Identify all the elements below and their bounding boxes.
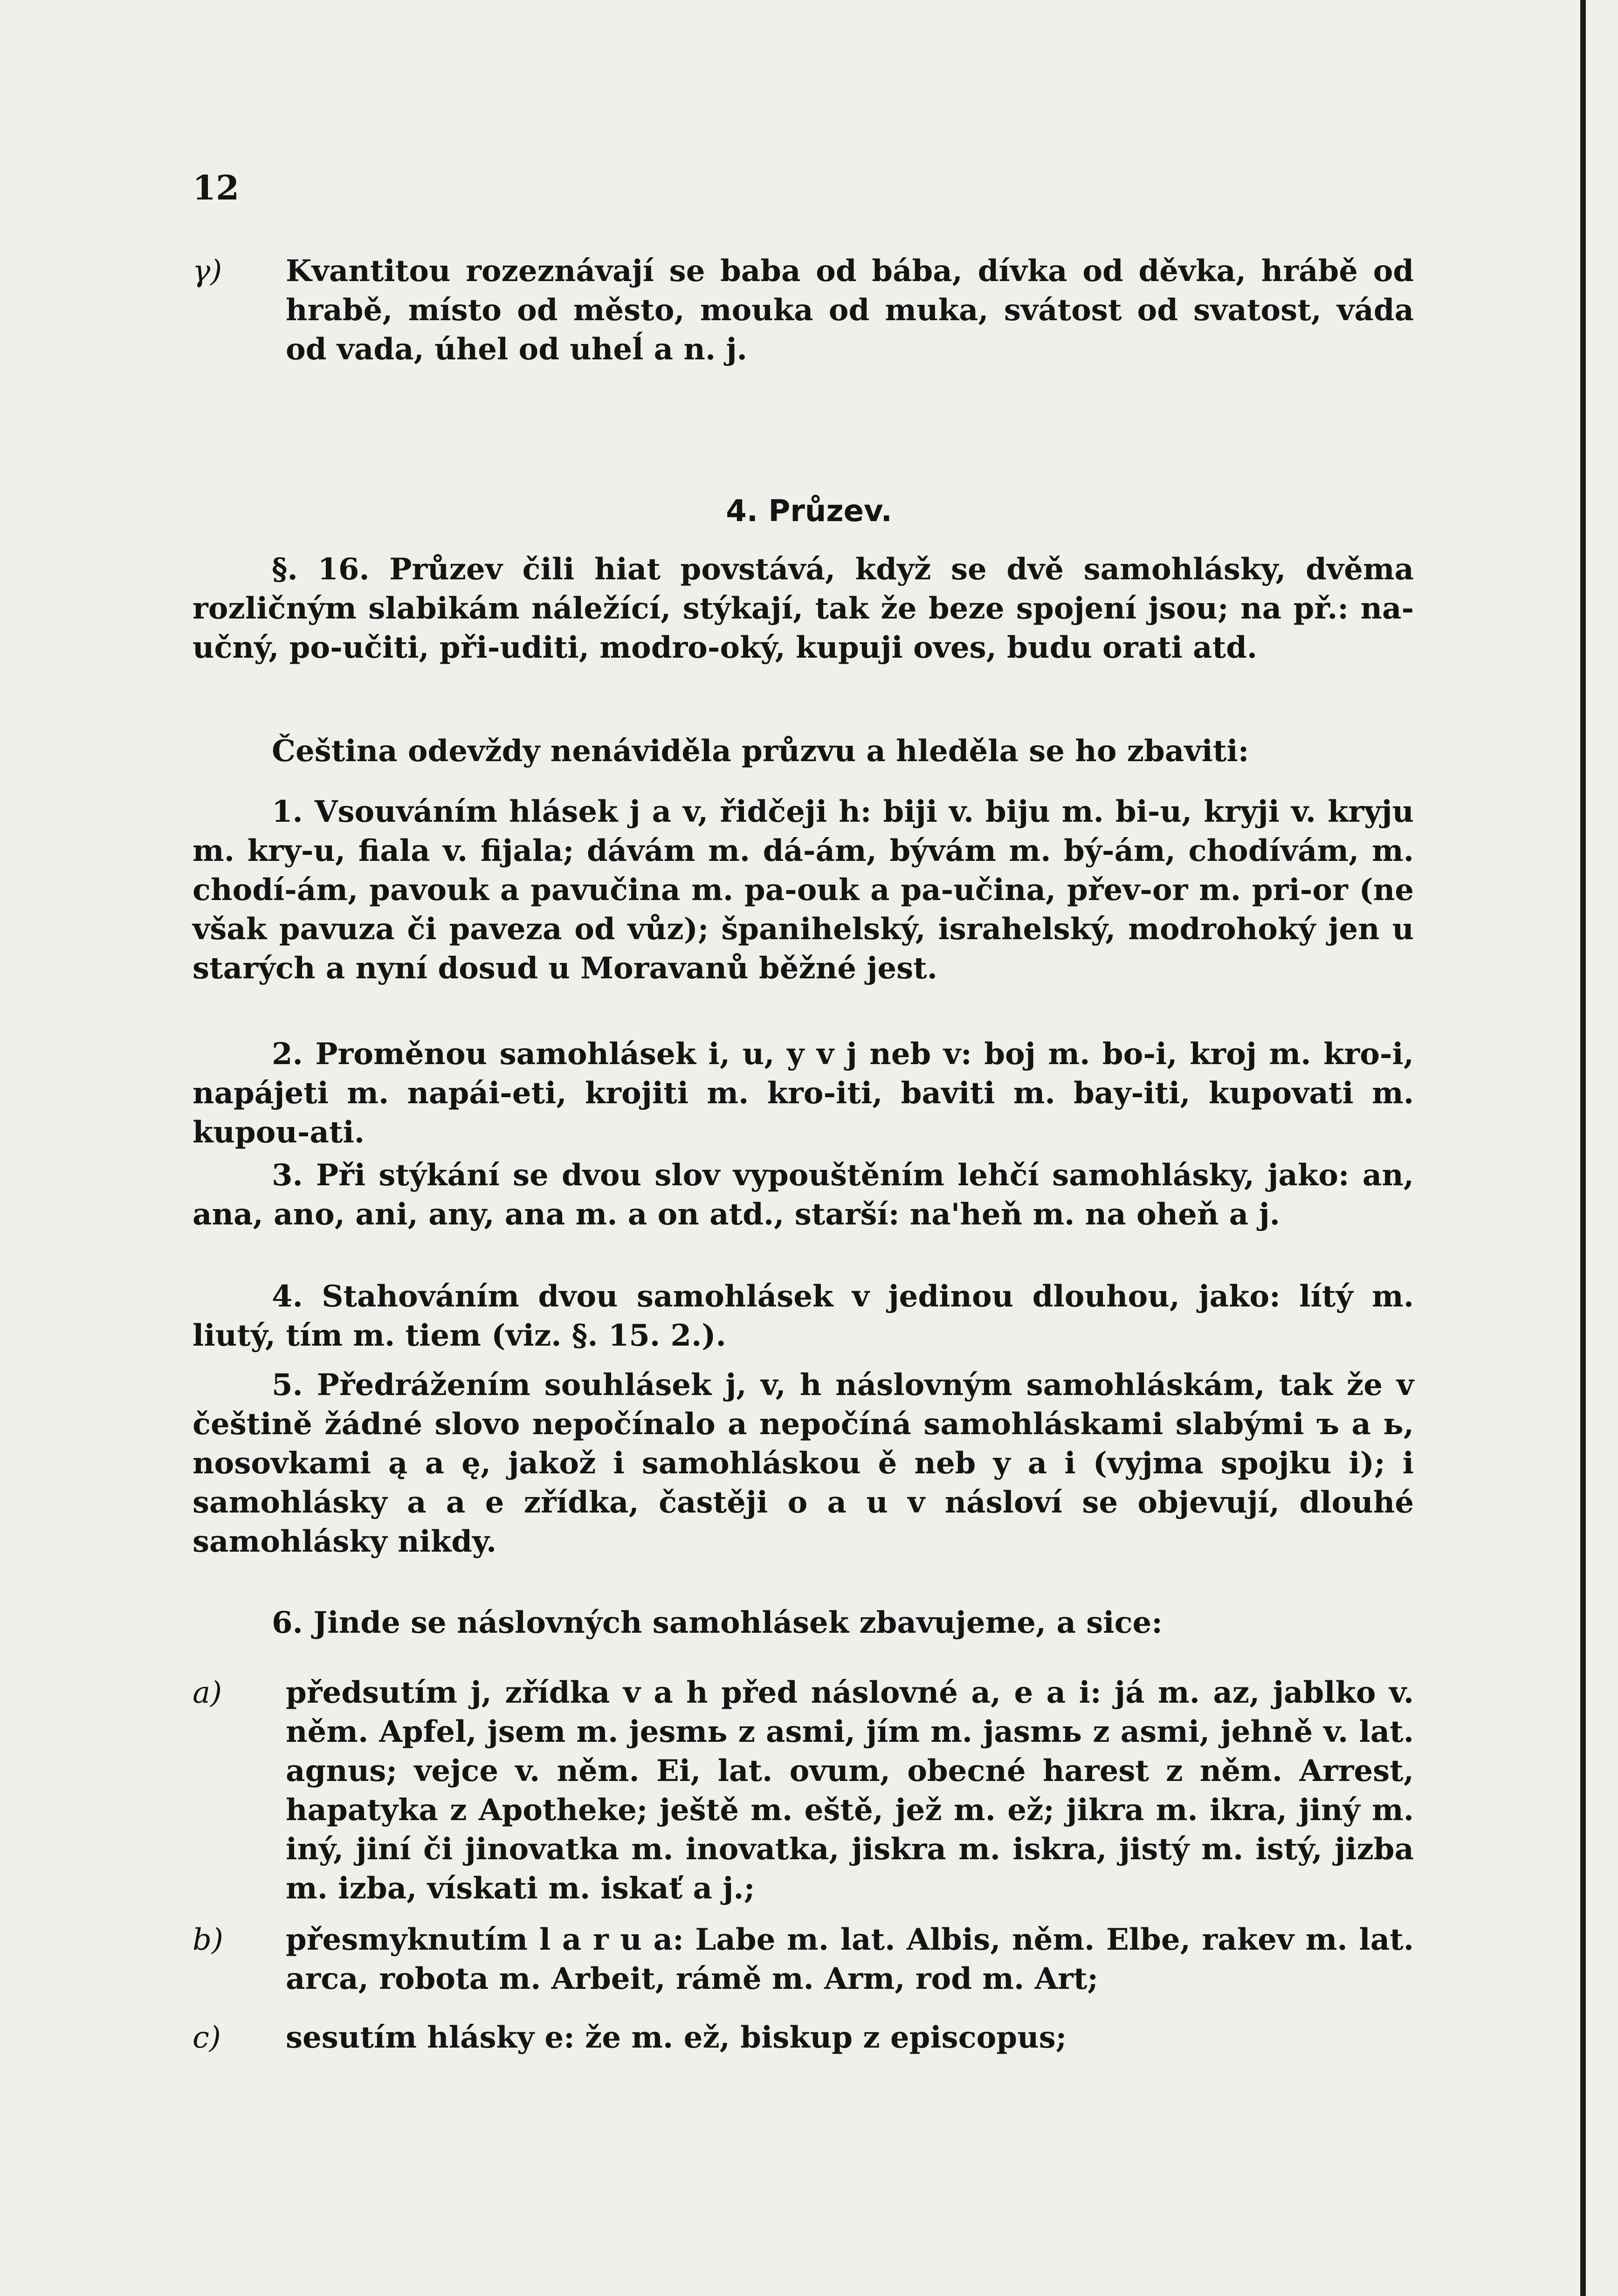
paragraph-intro: Čeština odevždy nenáviděla průzvu a hleděla se ho zbaviti: — [272, 734, 1249, 769]
sub-item-text: předsutím j, zřídka v a h před náslovné a, e a i: já m. az, jablko v. něm. Apfel, jsem m. jesmь z asmi, jím m. jasmь z asmi, jehně v. lat. agnus; vejce v. něm. Ei, lat. ovum, obecné harest z něm. Arrest, hapatyka z Apotheke; ještě m. eště, jež m. ež; jikra m. ikra, jiný m. iný, jiní či jinovatka m. inovatka, jiskra m. iskra, jistý m. istý, jizba m. izba, vískati m. iskať a j.; — [286, 1675, 1414, 1906]
paragraph-4: 4. Stahováním dvou samohlásek v jedinou dlouhou, jako: lítý m. liutý, tím m. tiem (viz. §. 15. 2.). — [193, 1279, 1414, 1353]
paragraph-6: 6. Jinde se náslovných samohlásek zbavujeme, a sice: — [272, 1605, 1163, 1640]
section-heading: 4. Průzev. — [726, 494, 892, 529]
sub-item-marker: c) — [193, 2021, 221, 2055]
sub-item-text: sesutím hlásky e: že m. ež, biskup z episcopus; — [286, 2020, 1067, 2055]
sub-item-marker: a) — [193, 1676, 222, 1710]
sub-item-text: přesmyknutím l a r u a: Labe m. lat. Albis, něm. Elbe, rakev m. lat. arca, robota m. Arbeit, rámě m. Arm, rod m. Art; — [286, 1922, 1414, 1996]
sub-item-c — [193, 2018, 1414, 2057]
page-number: 12 — [193, 168, 240, 207]
item-gamma — [193, 252, 1414, 369]
sub-item-b — [193, 1920, 1414, 1999]
paragraph-1: 1. Vsouváním hlásek j a v, řidčeji h: biji v. biju m. bi-u, kryji v. kryju m. kry-u, fiala v. fijala; dávám m. dá-ám, bývám m. bý-ám, chodívám, m. chodí-ám, pavouk a pavučina m. pa-ouk a pa-učina, přev-or m. pri-or (ne však pavuza či paveza od vůz); španihelský, israhelský, modrohoký jen u starých a nyní dosud u Moravanů běžné jest. — [193, 794, 1414, 986]
page-edge-shadow — [1580, 0, 1586, 2296]
item-marker: γ) — [193, 254, 222, 289]
item-text: Kvantitou rozeznávají se baba od bába, dívka od děvka, hrábě od hrabě, místo od město, mouka od muka, svátost od svatost, váda od vada, úhel od uheĺ a n. j. — [286, 254, 1414, 367]
paragraph-2: 2. Proměnou samohlásek i, u, y v j neb v: boj m. bo-i, kroj m. kro-i, napájeti m. napái-eti, krojiti m. kro-iti, baviti m. bay-iti, kupovati m. kupou-ati. — [193, 1037, 1414, 1150]
sub-item-a — [193, 1673, 1414, 1908]
sub-item-marker: b) — [193, 1923, 223, 1957]
paragraph-3: 3. Při stýkání se dvou slov vypouštěním lehčí samohlásky, jako: an, ana, ano, ani, any, ana m. a on atd., starší: na'heň m. na oheň a j. — [193, 1158, 1414, 1232]
paragraph-16: §. 16. Průzev čili hiat povstává, když se dvě samohlásky, dvěma rozličným slabikám náležící, stýkají, tak že beze spojení jsou; na př.: na-učný, po-učiti, při-uditi, modro-oký, kupuji oves, budu orati atd. — [193, 552, 1414, 665]
paragraph-5: 5. Předrážením souhlásek j, v, h náslovným samohláskám, tak že v češtině žádné slovo nepočínalo a nepočíná samohláskami slabými ъ a ь, nosovkami ą a ę, jakož i samohláskou ě neb y a i (vyjma spojku i); i samohlásky a a e zřídka, častěji o a u v násloví se objevují, dlouhé samohlásky nikdy. — [193, 1368, 1414, 1559]
